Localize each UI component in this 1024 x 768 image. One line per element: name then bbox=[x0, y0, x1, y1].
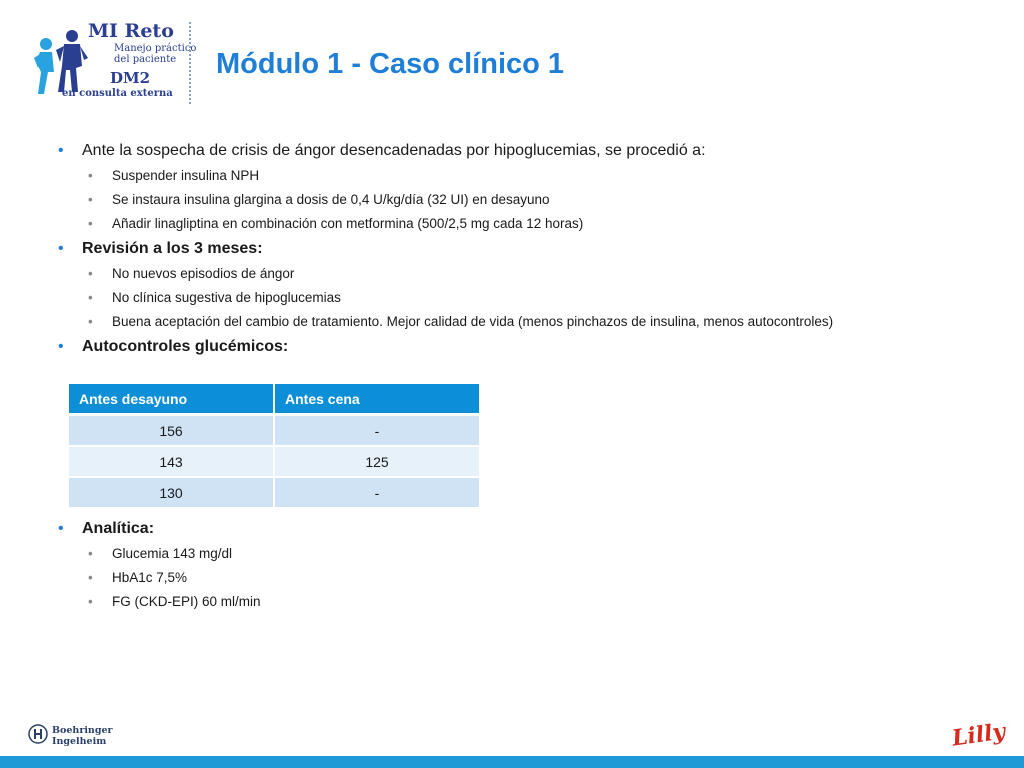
logo-dm2: DM2 bbox=[110, 69, 151, 87]
header-divider bbox=[189, 22, 191, 104]
table-header-row bbox=[69, 384, 481, 416]
bullet-dot: • bbox=[58, 338, 64, 355]
table-cell: 143 bbox=[69, 447, 275, 478]
column-header-before-breakfast: Antes desayuno bbox=[69, 384, 275, 416]
table-cell: 130 bbox=[69, 478, 275, 509]
bullet-dot: • bbox=[58, 142, 64, 159]
sub-bullet: • Añadir linagliptina en combinación con metformina (500/2,5 mg cada 12 horas) bbox=[88, 216, 584, 231]
logo-subtitle-line1: Manejo práctico bbox=[114, 43, 197, 54]
sub-bullet: • HbA1c 7,5% bbox=[88, 570, 188, 585]
bullet-analytics: • Analítica: bbox=[58, 518, 998, 540]
lilly-logo: Lilly bbox=[950, 718, 1007, 752]
table-cell: 125 bbox=[275, 447, 481, 478]
bullet-dot: • bbox=[58, 520, 64, 537]
bullet-procedure: • Ante la sospecha de crisis de ángor desencadenadas por hipoglucemias, se procedió a: bbox=[58, 140, 998, 162]
bottom-bar bbox=[0, 756, 1024, 768]
logo-subtitle bbox=[114, 43, 196, 65]
case-content bbox=[58, 140, 998, 362]
logo-tagline: en consulta externa bbox=[62, 88, 173, 99]
table-cell: 156 bbox=[69, 416, 275, 447]
glucose-table bbox=[69, 384, 481, 509]
boehringer-text: Boehringer Ingelheim bbox=[52, 725, 113, 747]
table-cell: - bbox=[275, 416, 481, 447]
boehringer-emblem-icon bbox=[28, 724, 48, 744]
table-row bbox=[69, 447, 481, 478]
table-row bbox=[69, 478, 481, 509]
page-title: Módulo 1 - Caso clínico 1 bbox=[216, 48, 565, 80]
bullet-autocontrols: • Autocontroles glucémicos: bbox=[58, 336, 998, 358]
table-cell: - bbox=[275, 478, 481, 509]
sub-bullet: • FG (CKD-EPI) 60 ml/min bbox=[88, 594, 261, 609]
sub-bullet: • No clínica sugestiva de hipoglucemias bbox=[88, 290, 341, 305]
sub-bullet: • No nuevos episodios de ángor bbox=[88, 266, 295, 281]
column-header-before-dinner: Antes cena bbox=[275, 384, 481, 416]
sub-bullet: • Glucemia 143 mg/dl bbox=[88, 546, 233, 561]
sub-bullet: • Suspender insulina NPH bbox=[88, 168, 260, 183]
sub-bullet: • Se instaura insulina glargina a dosis de 0,4 U/kg/día (32 UI) en desayuno bbox=[88, 192, 550, 207]
mi-reto-logo bbox=[32, 18, 197, 106]
table-row bbox=[69, 416, 481, 447]
bullet-review: • Revisión a los 3 meses: bbox=[58, 238, 998, 260]
analytics-content bbox=[58, 518, 998, 616]
bullet-dot: • bbox=[58, 240, 64, 257]
logo-title: MI Reto bbox=[88, 20, 174, 42]
logo-subtitle-line2: del paciente bbox=[114, 54, 177, 65]
sub-bullet: • Buena aceptación del cambio de tratamiento. Mejor calidad de vida (menos pinchazos de insulina, menos autocontroles) bbox=[88, 314, 834, 329]
